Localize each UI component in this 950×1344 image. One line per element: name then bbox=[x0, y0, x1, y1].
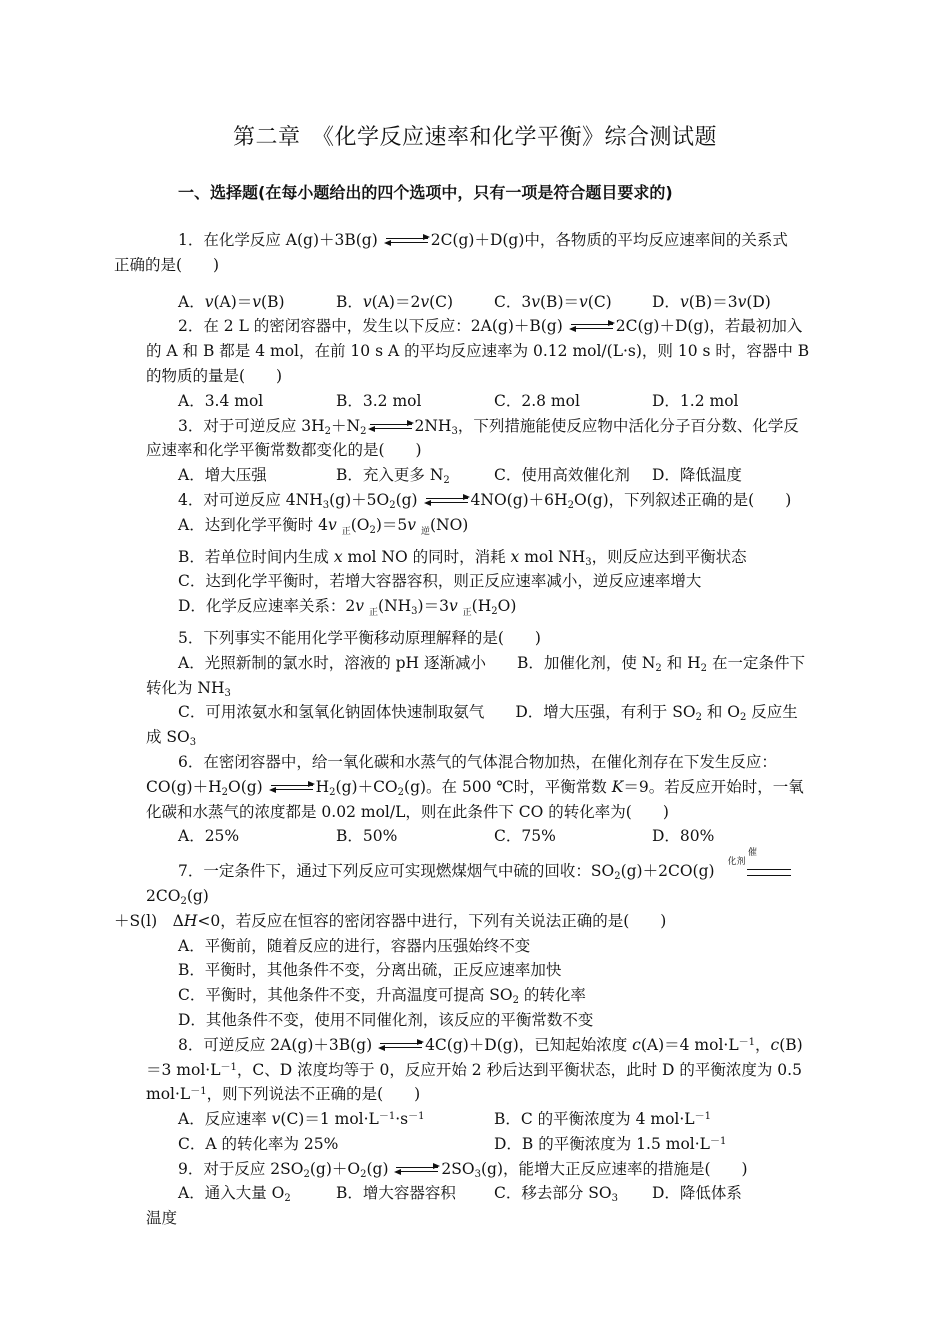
option-d: D．其他条件不变，使用不同催化剂，该反应的平衡常数不变 bbox=[178, 1010, 594, 1029]
reversible-arrow-icon bbox=[269, 782, 315, 794]
option-b: B．3.2 mol bbox=[336, 391, 422, 410]
question-7: 7．一定条件下，通过下列反应可实现燃煤烟气中硫的回收：$SO_2(g)+2CO(g)$ 催化剂 $2CO_2(g)$ ＋S(l) ΔH<0，若反应在恒容的密闭容器中进行，下列有关说法正确的是( ) A．平衡前，随着反应的进行，容器内压强始终不变 B．平衡时，其他条件不变，分离出硫，正反应速率加快 C．平衡时，其他条件不变，升高温度可提高 $SO_2$ 的转化率 D．其他条件不变，使用不同催化剂，该反应的平衡常数不变 bbox=[146, 859, 810, 1033]
option-c: C．可用浓氨水和氢氧化钠固体快速制取氨气 bbox=[178, 703, 485, 722]
question-2: 2．在 2 L 的密闭容器中，发生以下反应：2A(g)＋B(g) 2C(g)＋D(g)，若最初加入的 A 和 B 都是 4 mol，在前 10 s A 的平均反应速率为 0.12 mol/(L·s)，则 10 s 时，容器中 B 的物质的量是( ) A．3.4 mol B．3.2 mol C．2.8 mol D．1.2 mol bbox=[146, 314, 810, 413]
option-a: A．通入大量 $O_2$ bbox=[178, 1184, 291, 1205]
option-d: D．降低温度 bbox=[652, 466, 742, 485]
option-a: A．v(A)＝v(B) bbox=[178, 292, 285, 311]
reversible-arrow-icon bbox=[394, 1164, 440, 1176]
reversible-arrow-icon bbox=[569, 321, 615, 333]
option-b: B．若单位时间内生成 x mol NO 的同时，消耗 x mol $NH_3$，则反应达到平衡状态 bbox=[178, 547, 747, 568]
question-1: 1．在化学反应 A(g)＋3B(g) 2C(g)＋D(g)中，各物质的平均反应速率间的关系式 正确的是( ) A．v(A)＝v(B) B．v(A)＝2v(C) C．3v(B)＝v(C) D．v(B)＝3v(D) bbox=[146, 228, 810, 314]
option-b: B．50% bbox=[336, 827, 398, 846]
reversible-arrow-icon bbox=[378, 1040, 424, 1052]
reversible-arrow-icon bbox=[424, 495, 470, 507]
option-c: C．达到化学平衡时，若增大容器容积，则正反应速率减小，逆反应速率增大 bbox=[178, 572, 702, 591]
option-d: D．80% bbox=[652, 827, 715, 846]
option-d-continued: 温度 bbox=[146, 1209, 178, 1228]
question-stem: 5．下列事实不能用化学平衡移动原理解释的是( ) bbox=[178, 628, 541, 647]
option-a: A．平衡前，随着反应的进行，容器内压强始终不变 bbox=[178, 936, 531, 955]
question-8: 8．可逆反应 2A(g)＋3B(g) 4C(g)＋D(g)，已知起始浓度 c(A)＝4 $mol\cdot L^{-1}$，c(B)＝3 $mol\cdot L^{-1}$，C、D 浓度均等于 0，反应开始 2 秒后达到平衡状态，此时 D 的平衡浓度为 0.5 $mol\cdot L^{-1}$，则下列说法不正确的是( ) A．反应速率 v(C)＝1 $mol\cdot L^{-1}\cdot s^{-1}$ B．C 的平衡浓度为 4 $mol\cdot L^{-1}$ C．A 的转化率为 25% D．B 的平衡浓度为 1.5 $mol\cdot L^{-1}$ bbox=[146, 1033, 810, 1157]
option-c: C．A 的转化率为 25% bbox=[178, 1134, 339, 1153]
page-title: 第二章 《化学反应速率和化学平衡》综合测试题 bbox=[232, 125, 717, 150]
option-d: D．化学反应速率关系：2v $_正(NH_3)=3v$ $_正(H_2O)$ bbox=[178, 597, 517, 619]
option-b: B．平衡时，其他条件不变，分离出硫，正反应速率加快 bbox=[178, 961, 562, 980]
option-a: A．25% bbox=[178, 827, 240, 846]
option-d: D．降低体系 bbox=[652, 1184, 742, 1203]
option-d: D．B 的平衡浓度为 1.5 $mol\cdot L^{-1}$ bbox=[494, 1134, 727, 1153]
option-c: C．3v(B)＝v(C) bbox=[494, 292, 612, 311]
option-a: A．反应速率 v(C)＝1 $mol\cdot L^{-1}\cdot s^{-1}$ bbox=[178, 1110, 425, 1129]
option-a: A．达到化学平衡时 4v $_正(O_2)=5v$ $_逆$(NO) bbox=[178, 515, 469, 537]
option-c: C．使用高效催化剂 bbox=[494, 466, 630, 485]
option-a: A．光照新制的氯水时，溶液的 pH 逐渐减小 bbox=[178, 653, 486, 672]
question-6: 6．在密闭容器中，给一氧化碳和水蒸气的气体混合物加热，在催化剂存在下发生反应：$CO(g)+H_2O(g)$ $H_2(g)+CO_2(g)$。在 500 ℃时，平衡常数 K＝9。若反应开始时，一氧化碳和水蒸气的浓度都是 0.02 mol/L，则在此条件下 CO 的转化率为( ) A．25% B．50% C．75% D．80% bbox=[146, 750, 810, 849]
question-9: 9．对于反应 $2SO_2(g)+O_2(g)$ $2SO_3(g)$，能增大正反应速率的措施是( ) A．通入大量 $O_2$ B．增大容器容积 C．移去部分 $SO_3$ D．降低体系 温度 bbox=[146, 1157, 810, 1231]
question-list bbox=[114, 228, 810, 1231]
option-a: A．3.4 mol bbox=[178, 391, 264, 410]
reversible-arrow-icon bbox=[384, 235, 430, 247]
option-c: C．移去部分 $SO_3$ bbox=[494, 1184, 618, 1205]
section-heading: 一、选择题(在每小题给出的四个选项中，只有一项是符合题目要求的) bbox=[178, 183, 673, 202]
option-c: C．平衡时，其他条件不变，升高温度可提高 $SO_2$ 的转化率 bbox=[178, 986, 586, 1007]
reversible-arrow-icon bbox=[368, 421, 414, 433]
option-b: B．充入更多 $N_2$ bbox=[336, 466, 450, 487]
option-d: D．v(B)＝3v(D) bbox=[652, 292, 771, 311]
option-c: C．75% bbox=[494, 827, 556, 846]
option-b: B．v(A)＝2v(C) bbox=[336, 292, 454, 311]
option-b: B．增大容器容积 bbox=[336, 1184, 456, 1203]
option-c: C．2.8 mol bbox=[494, 391, 580, 410]
option-d: D．1.2 mol bbox=[652, 391, 739, 410]
option-b: B．C 的平衡浓度为 4 $mol\cdot L^{-1}$ bbox=[494, 1110, 711, 1129]
question-3: 3．对于可逆反应 $3H_2+N_2$ $2NH_3$，下列措施能使反应物中活化分子百分数、化学反应速率和化学平衡常数都变化的是( ) A．增大压强 B．充入更多 $N_2$ C．使用高效催化剂 D．降低温度 bbox=[146, 414, 810, 488]
question-4: 4．对可逆反应 $4NH_3(g)+5O_2(g)$ $4NO(g)+6H_2O(g)$，下列叙述正确的是( ) A．达到化学平衡时 4v $_正(O_2)=5v$ $_逆$(NO) B．若单位时间内生成 x mol NO 的同时，消耗 x mol $NH_3$，则反应达到平衡状态 C．达到化学平衡时，若增大容器容积，则正反应速率减小，逆反应速率增大 D．化学反应速率关系：2v $_正(NH_3)=3v$ $_正(H_2O)$ bbox=[146, 488, 810, 626]
question-5: 5．下列事实不能用化学平衡移动原理解释的是( ) A．光照新制的氯水时，溶液的 pH 逐渐减小 B．加催化剂，使 $N_2$ 和 $H_2$ 在一定条件下转化为 $NH_3$ C．可用浓氨水和氢氧化钠固体快速制取氨气 D．增大压强，有利于 $SO_2$ 和 $O_2$ 反应生成 $SO_3$ bbox=[146, 626, 810, 750]
catalyst-equals-icon: 催化剂 bbox=[715, 859, 759, 884]
option-a: A．增大压强 bbox=[178, 466, 267, 485]
